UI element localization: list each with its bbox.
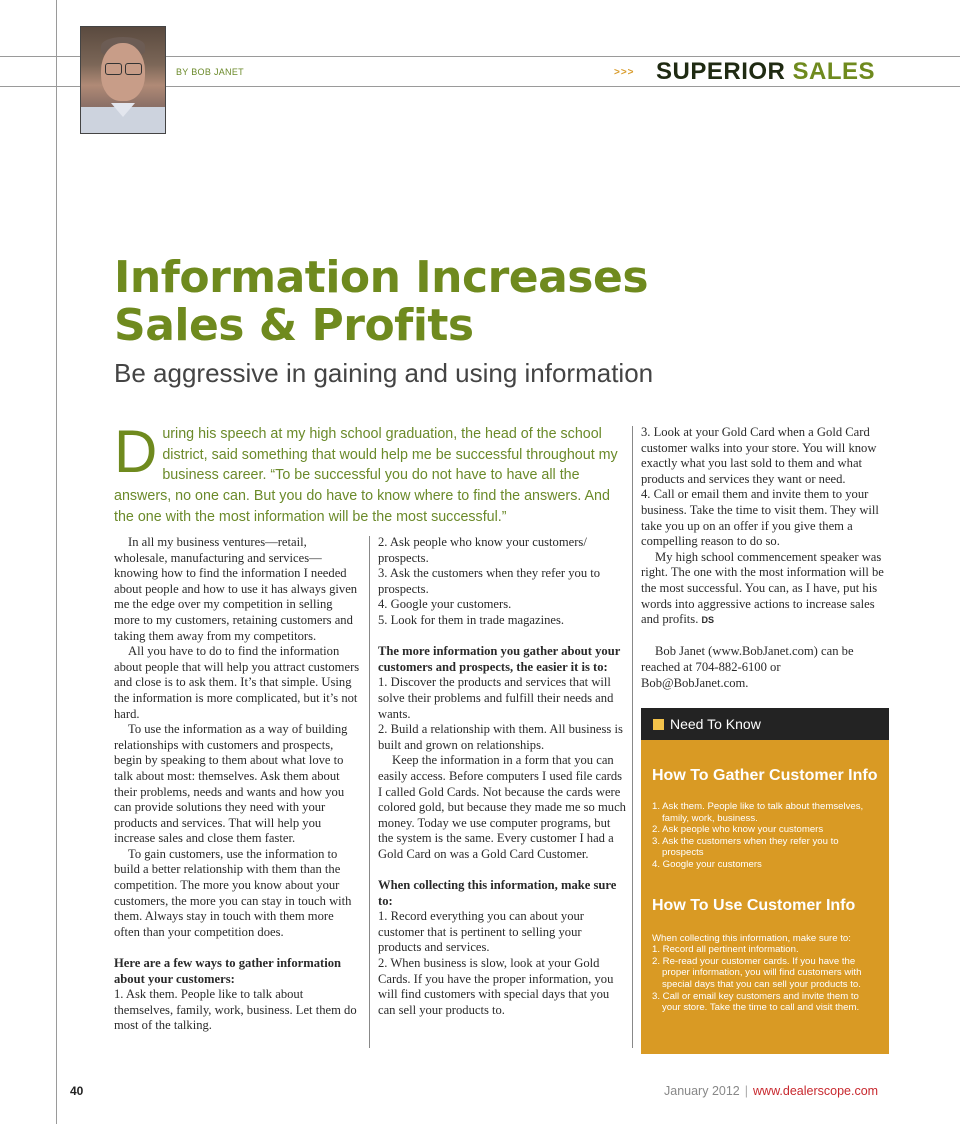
list-item: 2. Build a relationship with them. All business is built and grown on relationships.: [378, 722, 623, 752]
list-item: 1. Ask them. People like to talk about themselves, family, work, business.: [652, 801, 864, 824]
list-item: 3. Call or email key customers and invite them to your store. Take the time to call and visit them.: [652, 990, 860, 1014]
sidebar-title-gather: How To Gather Customer Info: [652, 767, 878, 784]
headline-line-2: Sales & Profits: [114, 300, 474, 351]
author-bio: Bob Janet (www.BobJanet.com) can be reached at 704-882-6100 or Bob@BobJanet.com.: [641, 644, 854, 690]
closing-text: My high school commencement speaker was right. The one with the most information will be the most successful. You can, as I have, put his words into aggressive actions to increase sales and profits.: [641, 549, 884, 627]
list-intro: When collecting this information, make sure to:: [652, 932, 851, 944]
headline-line-1: Information Increases: [114, 252, 649, 303]
left-margin-rule: [56, 0, 57, 1124]
body-paragraph: To use the information as a way of building relationships with customers and prospects, begin by speaking to them about what love to talk about most: themselves. Ask them about their problems, needs and wants and how you can provide solutions they need with your products and services. That will help you increase sales and close them faster.: [114, 722, 348, 846]
sidebar-use-list: [641, 933, 889, 1014]
sidebar-header-label: Need To Know: [670, 716, 761, 732]
list-item: 2. Re-read your customer cards. If you have the proper information, you will find customers with special days that you can sell your products to.: [652, 955, 862, 990]
list-item: 1. Record everything you can about your customer that is pertinent to selling your products and services.: [378, 909, 584, 955]
footer-separator: |: [744, 1084, 749, 1098]
list-item: 3. Ask the customers when they refer you to prospects.: [378, 566, 601, 596]
square-bullet-icon: [653, 719, 664, 730]
body-paragraph: All you have to do to find the information about people that will help you attract customers and close is to ask them. It’s that simple. Using the information is more complicated, but it’s not hard.: [114, 644, 360, 721]
lede-paragraph: [114, 418, 620, 528]
body-paragraph: In all my business ventures—retail, wholesale, manufacturing and services—knowing how to find the information I needed about people and how to use it has always given me the edge over my competition in selling more to my customers, retaining customers and taking them away from my competitors.: [114, 535, 358, 643]
lede-text: uring his speech at my high school graduation, the head of the school district, said something that would help me be successful throughout my business career. “To be successful you do not have to have all the answers, no one can. But you do have to know where to find the answers. And the one with the most information will be the most successful.”: [114, 426, 618, 525]
issue-date: January 2012: [664, 1084, 740, 1098]
sidebar-gather-list: [641, 801, 889, 871]
body-paragraph: Keep the information in a form that you can easily access. Before computers I used file cards I called Gold Cards. Not because the cards were colored gold, but because they made me so much money. Today we use computer programs, but the system is the same. Every customer I had a Gold Card on was a Gold Card Customer.: [378, 753, 626, 861]
subheading: When collecting this information, make sure to:: [378, 878, 617, 908]
need-to-know-sidebar: [641, 708, 889, 1054]
list-item: 2. Ask people who know your customers/ prospects.: [378, 535, 587, 565]
author-photo: [80, 26, 166, 134]
body-column-2: [378, 535, 626, 1018]
end-mark: DS: [701, 615, 715, 626]
list-item: 2. Ask people who know your customers: [652, 824, 824, 836]
footer-info: [664, 1084, 878, 1098]
website-link[interactable]: www.dealerscope.com: [753, 1084, 879, 1098]
byline: BY BOB JANET: [176, 67, 244, 77]
body-paragraph: [641, 550, 891, 629]
list-item: 5. Look for them in trade magazines.: [378, 612, 565, 627]
list-item: 4. Call or email them and invite them to your business. Take the time to visit them. They will take you up on an offer if you give them a compelling reason to do so.: [641, 487, 879, 549]
section-title: [656, 58, 875, 86]
list-item: 4. Google your customers.: [378, 597, 512, 612]
list-item: 1. Ask them. People like to talk about themselves, family, work, business. Let them do most of the talking.: [114, 987, 357, 1033]
list-item: 4. Google your customers: [652, 858, 762, 870]
subheading: Here are a few ways to gather information about your customers:: [114, 956, 341, 986]
article-headline: [114, 254, 734, 350]
section-title-part1: SUPERIOR: [656, 58, 786, 85]
list-item: 1. Record all pertinent information.: [652, 944, 799, 956]
body-paragraph: To gain customers, use the information to build a better relationship with them than the competition. The more you know about your customers, the more you can stay in touch with them. Always stay in touch with them more often than your competition does.: [114, 846, 352, 939]
body-column-1: [114, 535, 361, 1034]
section-chevrons: >>>: [614, 67, 635, 78]
section-title-part2: SALES: [792, 58, 876, 85]
column-divider: [369, 536, 370, 1048]
sidebar-header: [641, 708, 889, 740]
drop-cap: D: [114, 418, 158, 485]
list-item: 3. Ask the customers when they refer you to prospects: [652, 835, 839, 859]
column-divider: [632, 426, 633, 1048]
list-item: 2. When business is slow, look at your Gold Cards. If you have the proper information, you will find customers with special days that you can sell your products to.: [378, 956, 614, 1017]
body-column-3: [641, 425, 891, 691]
subheading: The more information you gather about your customers and prospects, the easier it is to:: [378, 644, 621, 674]
list-item: 3. Look at your Gold Card when a Gold Card customer walks into your store. You will know exactly what you last sold to them and what products and services they want or need.: [641, 425, 877, 486]
list-item: 1. Discover the products and services that will solve their problems and fulfill their needs and wants.: [378, 675, 614, 721]
page-number: 40: [70, 1084, 84, 1098]
article-subhead: Be aggressive in gaining and using information: [114, 358, 654, 388]
sidebar-title-use: How To Use Customer Info: [652, 896, 856, 914]
